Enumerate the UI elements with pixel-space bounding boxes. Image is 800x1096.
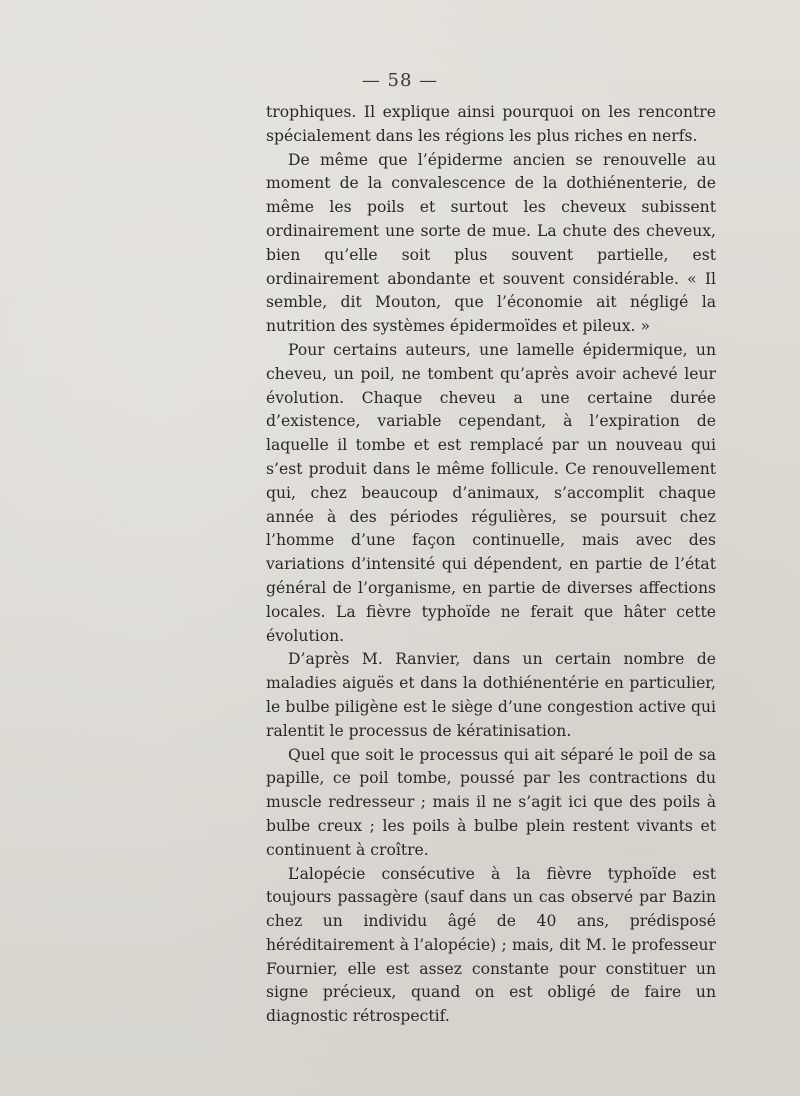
paragraph: Quel que soit le processus qui ait séparé le poil de sa papille, ce poil tombe, poussé par les contractions du muscle redresseur ; mais il ne s’agit ici que des poils à bulbe creux ; les poils à bulbe plein restent vivants et continuent à croître.: [266, 745, 716, 859]
paragraph: D’après M. Ranvier, dans un certain nombre de maladies aiguës et dans la dothiénentérie en particulier, le bulbe piligène est le siège d’une congestion active qui ralentit le processus de kératinisation.: [266, 650, 716, 740]
body-text: [266, 101, 716, 1029]
paragraph: trophiques. Il explique ainsi pourquoi on les rencontre spécialement dans les régions les plus riches en nerfs.: [266, 103, 716, 145]
paragraph: L’alopécie consécutive à la fièvre typhoïde est toujours passagère (sauf dans un cas observé par Bazin chez un individu âgé de 40 ans, prédisposé héréditairement à l’alopécie) ; mais, dit M. le professeur Fournier, elle est assez constante pour constituer un signe précieux, quand on est obligé de faire un diagnostic rétrospectif.: [266, 864, 716, 1026]
paragraph: Pour certains auteurs, une lamelle épidermique, un cheveu, un poil, ne tombent qu’après avoir achevé leur évolution. Chaque cheveu a une certaine durée d’existence, variable cependant, à l’expiration de laquelle il tombe et est remplacé par un nouveau qui s’est produit dans le même follicule. Ce renouvellement qui, chez beaucoup d’animaux, s’accomplit chaque année à des périodes régulières, se poursuit chez l’homme d’une façon continuelle, mais avec des variations d’intensité qui dépendent, en partie de l’état général de l’organisme, en partie de diverses affections locales. La fièvre typhoïde ne ferait que hâter cette évolution.: [266, 340, 716, 645]
page-number: — 58 —: [361, 70, 439, 91]
paragraph: De même que l’épiderme ancien se renouvelle au moment de la convalescence de la dothiénenterie, de même les poils et surtout les cheveux subissent ordinairement une sorte de mue. La chute des cheveux, bien qu’elle soit plus souvent partielle, est ordinairement abondante et souvent considérable. « Il semble, dit Mouton, que l’économie ait négligé la nutrition des systèmes épidermoïdes et pileux. »: [266, 150, 716, 336]
